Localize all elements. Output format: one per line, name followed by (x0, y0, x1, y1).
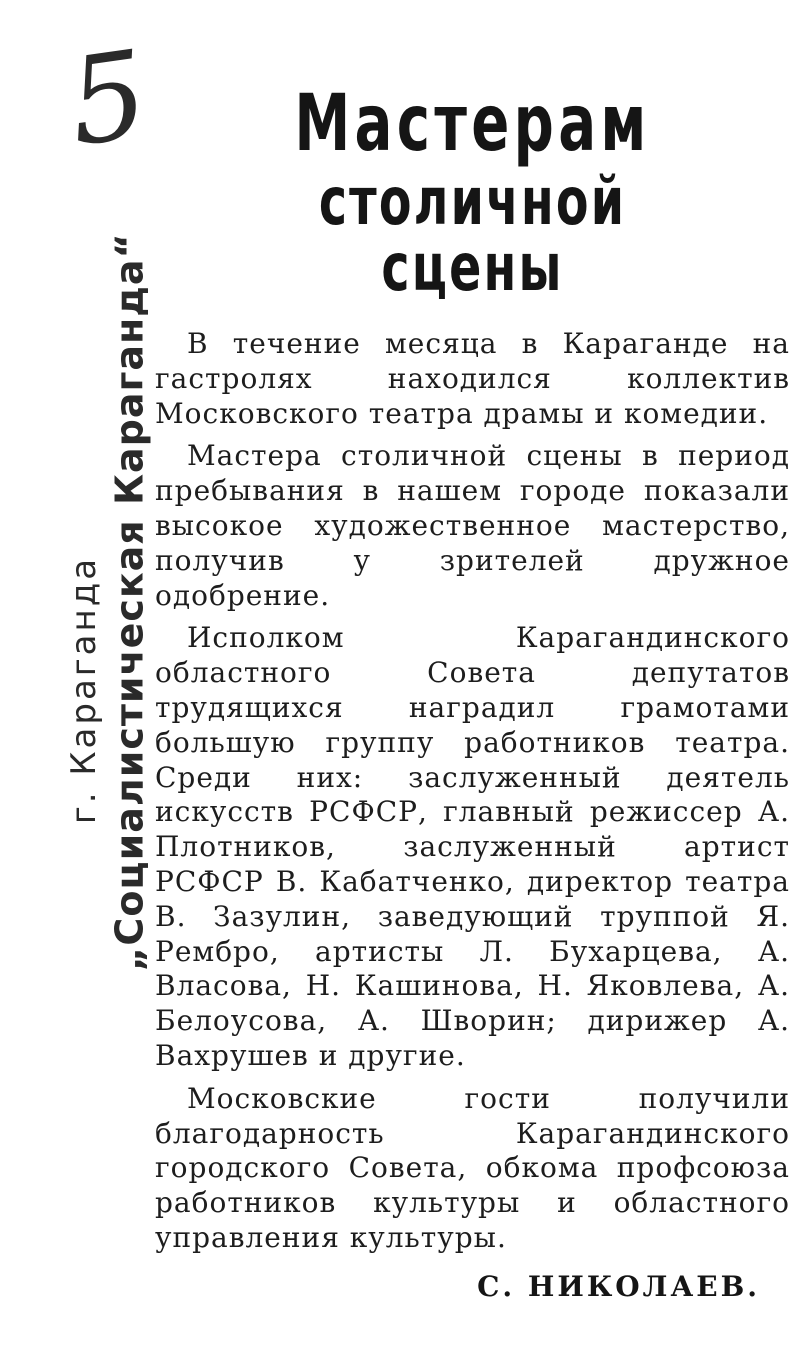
headline-line-2: столичной сцены (318, 163, 627, 306)
paragraph: Московские гости получили благодарность Карагандинского городского Совета, обкома профсоюза работников культуры и областного управления культуры. (155, 1081, 790, 1254)
article (155, 79, 790, 1303)
paragraph: Мастера столичной сцены в период пребывания в нашем городе показали высокое художественное мастерство, получив у зрителей дружное одобрение. (155, 439, 790, 612)
stamp-newspaper-name: „Социалистическая Караганда“ (107, 232, 152, 972)
article-body (155, 327, 790, 1256)
author-signature: С. НИКОЛАЕВ. (477, 1269, 760, 1303)
headline-line-1: Мастерам (294, 79, 651, 169)
handwritten-page-number: 5 (60, 25, 156, 174)
paragraph: В течение месяца в Караганде на гастролях находился коллектив Московского театра драмы и комедии. (155, 327, 790, 430)
paragraph: Исполком Карагандинского областного Совета депутатов трудящихся наградил грамотами большую группу работников театра. Среди них: заслуженный деятель искусств РСФСР, главный режиссер А. Плотников, заслуженный артист РСФСР В. Кабатченко, директор театра В. Зазулин, заведующий труппой Я. Рембро, артисты Л. Бухарцева, А. Власова, Н. Кашинова, Н. Яковлева, А. Белоусова, А. Шворин; дирижер А. Вахрушев и другие. (155, 621, 790, 1072)
stamp-city: г. Караганда (64, 555, 105, 825)
